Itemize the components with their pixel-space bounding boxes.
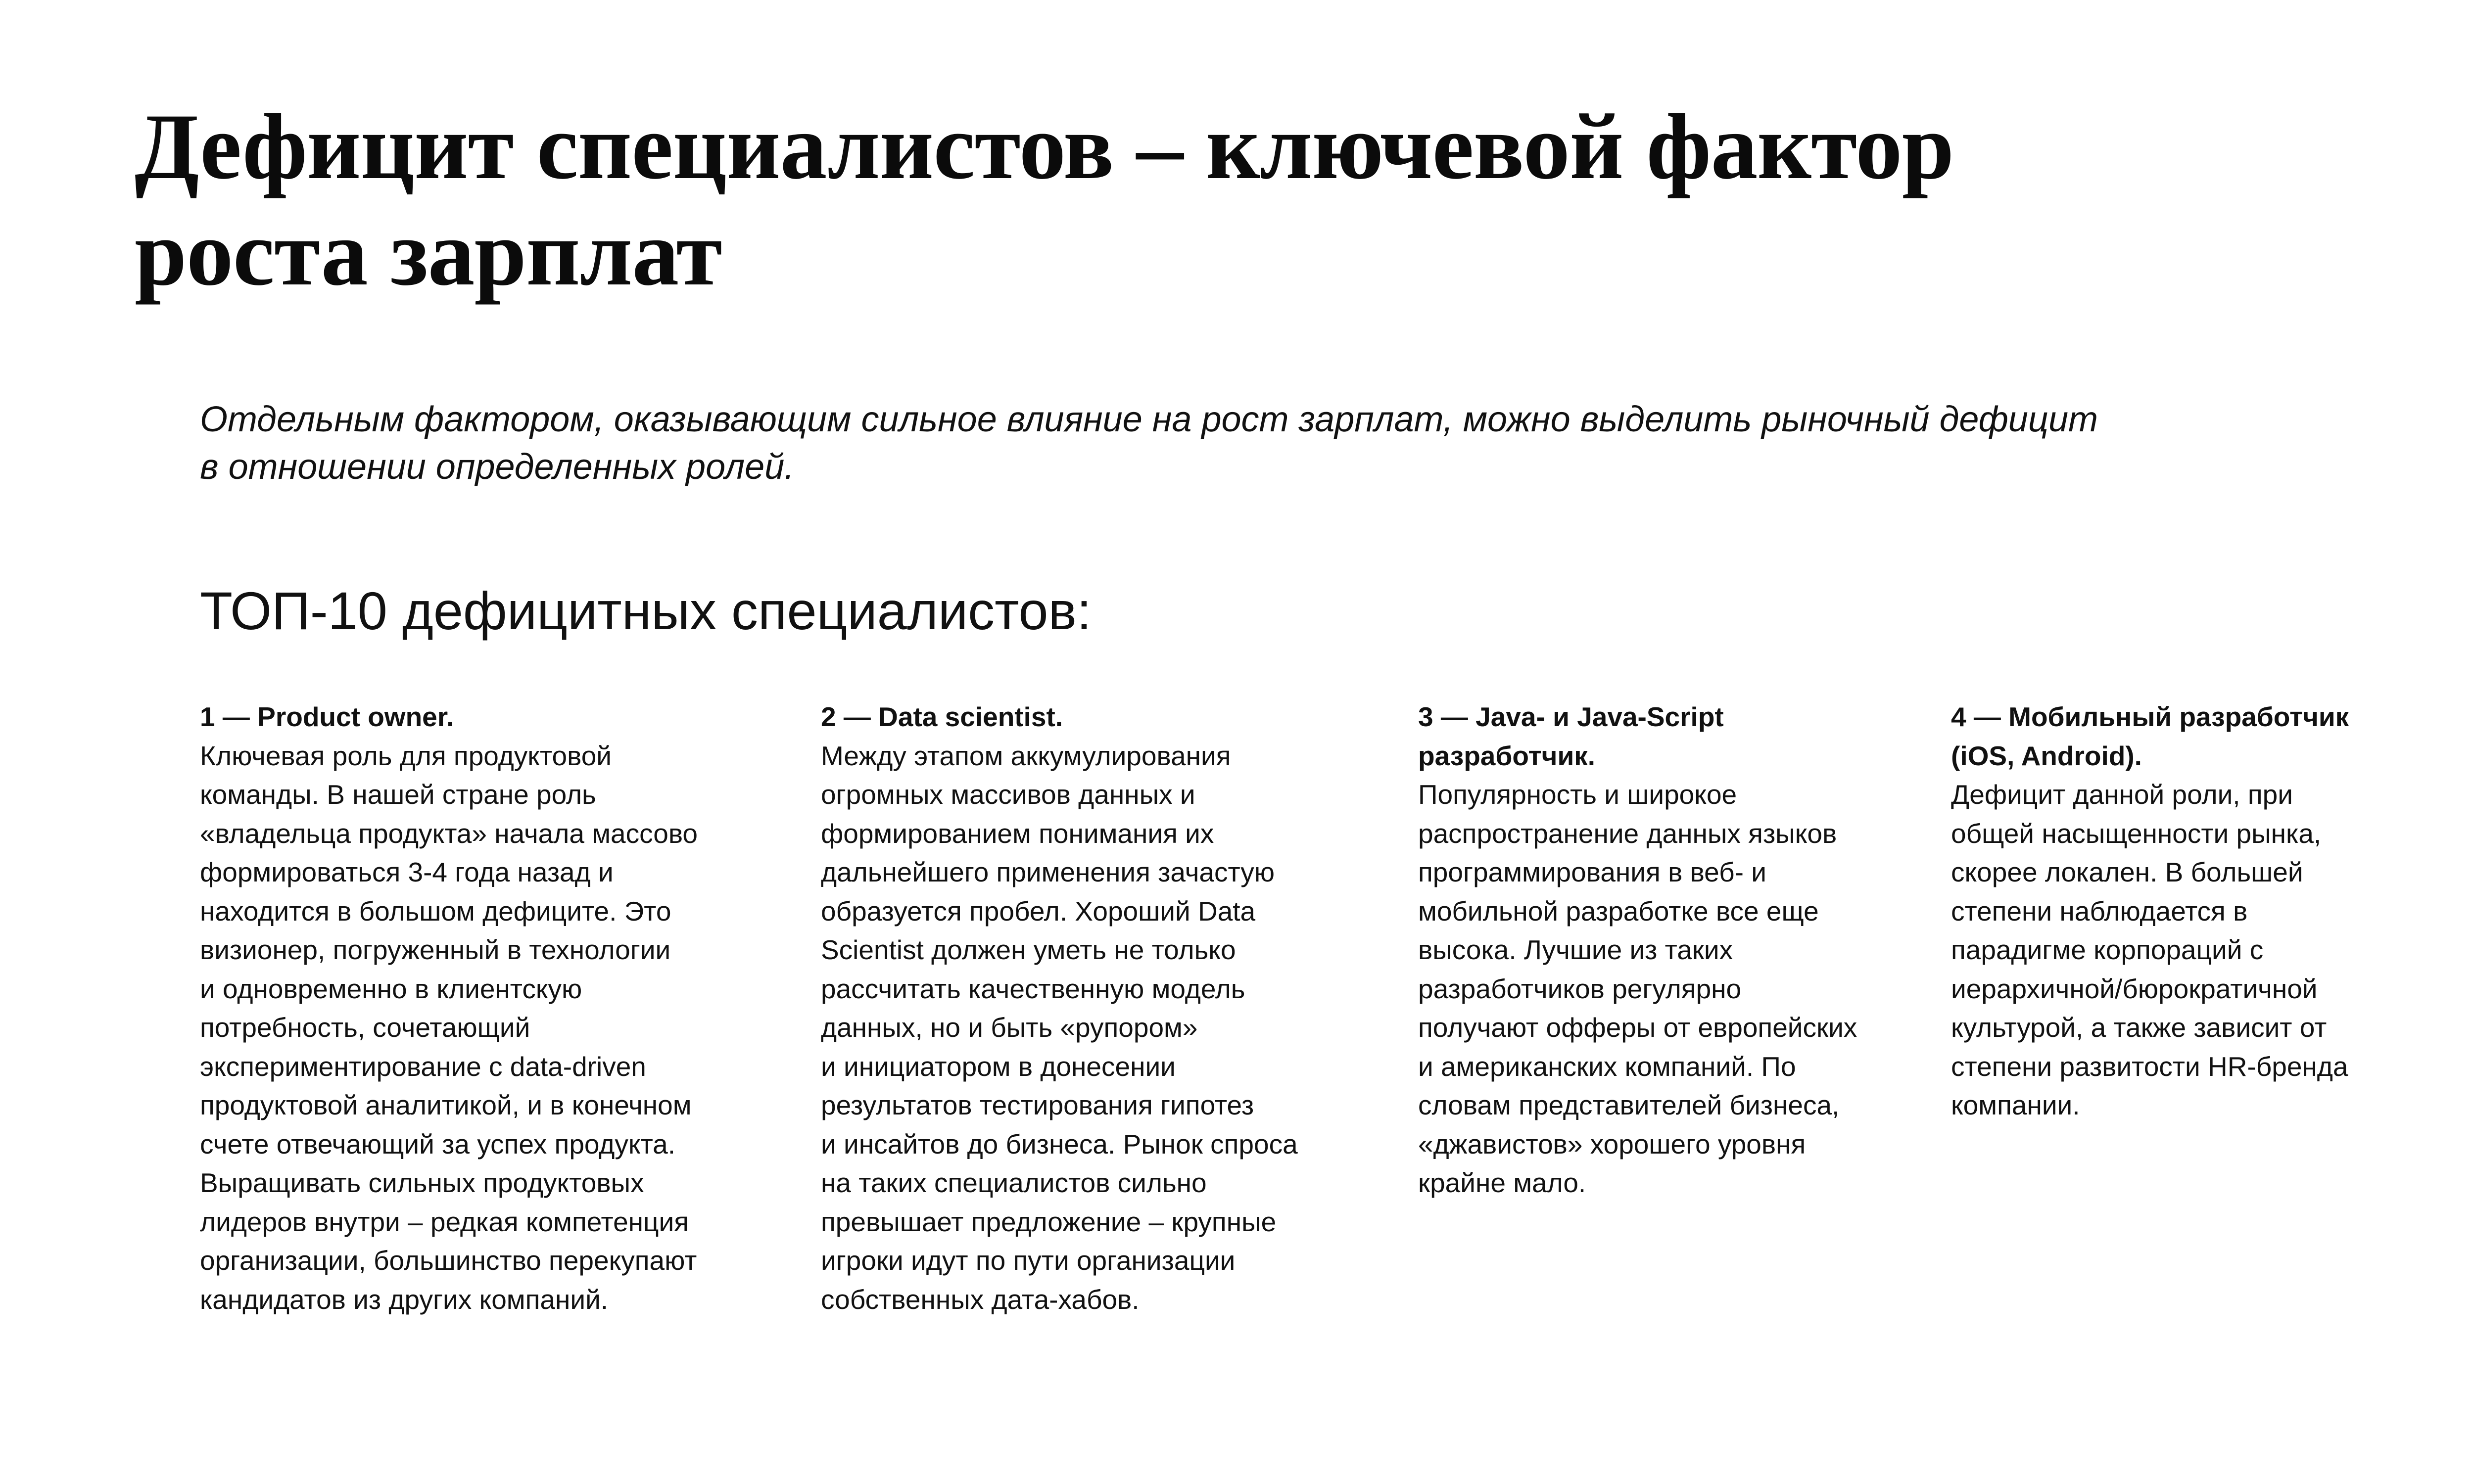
specialist-column-4: [1951, 697, 2471, 1125]
specialist-description-line: лидеров внутри – редкая компетенция: [200, 1206, 689, 1237]
specialist-title: разработчик.: [1418, 740, 1596, 771]
specialist-description-line: на таких специалистов сильно: [821, 1167, 1207, 1198]
specialist-column-2: [821, 697, 1390, 1319]
specialist-description-line: крайне мало.: [1418, 1167, 1586, 1198]
specialist-description-line: Популярность и широкое: [1418, 779, 1737, 810]
specialist-description-line: скорее локален. В большей: [1951, 857, 2303, 887]
specialist-description-line: распространение данных языков: [1418, 818, 1837, 849]
specialist-description-line: огромных массивов данных и: [821, 779, 1195, 810]
specialist-title: 1 — Product owner.: [200, 701, 454, 732]
specialist-title: 4 — Мобильный разработчик: [1951, 701, 2349, 732]
specialist-description-line: Выращивать сильных продуктовых: [200, 1167, 644, 1198]
specialist-description-line: результатов тестирования гипотез: [821, 1090, 1254, 1120]
specialist-description-line: и одновременно в клиентскую: [200, 973, 582, 1004]
specialist-description-line: высока. Лучшие из таких: [1418, 934, 1733, 965]
specialist-description-line: получают офферы от европейских: [1418, 1012, 1857, 1043]
specialist-description-line: программирования в веб- и: [1418, 857, 1766, 887]
specialist-description-line: и инсайтов до бизнеса. Рынок спроса: [821, 1128, 1298, 1159]
specialist-column-3: [1418, 697, 1938, 1203]
specialist-description-line: мобильной разработке все еще: [1418, 895, 1819, 927]
specialist-title: 2 — Data scientist.: [821, 701, 1063, 732]
specialist-description-line: степени наблюдается в: [1951, 895, 2248, 927]
specialist-description-line: рассчитать качественную модель: [821, 973, 1245, 1004]
specialist-description-line: превышает предложение – крупные: [821, 1206, 1277, 1237]
specialist-description-line: игроки идут по пути организации: [821, 1245, 1236, 1276]
specialist-description-line: словам представителей бизнеса,: [1418, 1090, 1840, 1120]
specialist-column-1: [200, 697, 769, 1319]
page-title-line: роста зарплат: [135, 201, 722, 305]
lead-paragraph: [200, 396, 2179, 491]
specialist-description-line: организации, большинство перекупают: [200, 1245, 697, 1276]
specialist-description-line: культурой, а также зависит от: [1951, 1012, 2327, 1043]
specialist-description-line: степени развитости HR-бренда: [1951, 1051, 2348, 1082]
specialist-description-line: образуется пробел. Хороший Data: [821, 895, 1256, 927]
specialist-description-line: компании.: [1951, 1090, 2080, 1120]
specialist-description-line: счете отвечающий за успех продукта.: [200, 1128, 676, 1159]
specialist-description-line: формированием понимания их: [821, 818, 1214, 849]
specialist-description-line: потребность, сочетающий: [200, 1012, 530, 1043]
lead-line: Отдельным фактором, оказывающим сильное влияние на рост зарплат, можно выделить рыночный дефицит: [200, 400, 2098, 439]
section-heading: ТОП-10 дефицитных специалистов:: [200, 581, 1092, 641]
specialist-title: (iOS, Android).: [1951, 740, 2142, 771]
specialist-description-line: и американских компаний. По: [1418, 1051, 1796, 1082]
specialist-description-line: «владельца продукта» начала массово: [200, 818, 698, 849]
specialist-title: 3 — Java- и Java-Script: [1418, 701, 1724, 732]
specialist-description-line: разработчиков регулярно: [1418, 973, 1742, 1004]
specialist-description-line: команды. В нашей стране роль: [200, 779, 596, 810]
specialist-description-line: общей насыщенности рынка,: [1951, 818, 2322, 849]
specialist-description-line: и инициатором в донесении: [821, 1051, 1176, 1082]
specialist-description-line: Ключевая роль для продуктовой: [200, 740, 612, 771]
specialist-description-line: кандидатов из других компаний.: [200, 1284, 609, 1315]
specialist-description-line: дальнейшего применения зачастую: [821, 857, 1275, 887]
specialist-description-line: Дефицит данной роли, при: [1951, 779, 2293, 810]
specialist-description-line: «джавистов» хорошего уровня: [1418, 1128, 1806, 1159]
specialist-description-line: иерархичной/бюрократичной: [1951, 973, 2318, 1004]
specialist-description-line: Scientist должен уметь не только: [821, 934, 1236, 965]
specialist-description-line: парадигме корпораций с: [1951, 934, 2264, 965]
specialist-description-line: находится в большом дефиците. Это: [200, 895, 671, 927]
specialist-description-line: данных, но и быть «рупором»: [821, 1012, 1198, 1043]
lead-line: в отношении определенных ролей.: [200, 447, 795, 487]
specialist-description-line: Между этапом аккумулирования: [821, 740, 1231, 771]
specialist-description-line: формироваться 3-4 года назад и: [200, 857, 614, 887]
page-title-line: Дефицит специалистов – ключевой фактор: [135, 95, 1954, 199]
page-title: [135, 94, 2411, 307]
specialist-description-line: продуктовой аналитикой, и в конечном: [200, 1090, 692, 1120]
specialist-description-line: экспериментирование с data-driven: [200, 1051, 646, 1082]
specialist-description-line: собственных дата-хабов.: [821, 1284, 1140, 1315]
specialist-description-line: визионер, погруженный в технологии: [200, 934, 671, 965]
